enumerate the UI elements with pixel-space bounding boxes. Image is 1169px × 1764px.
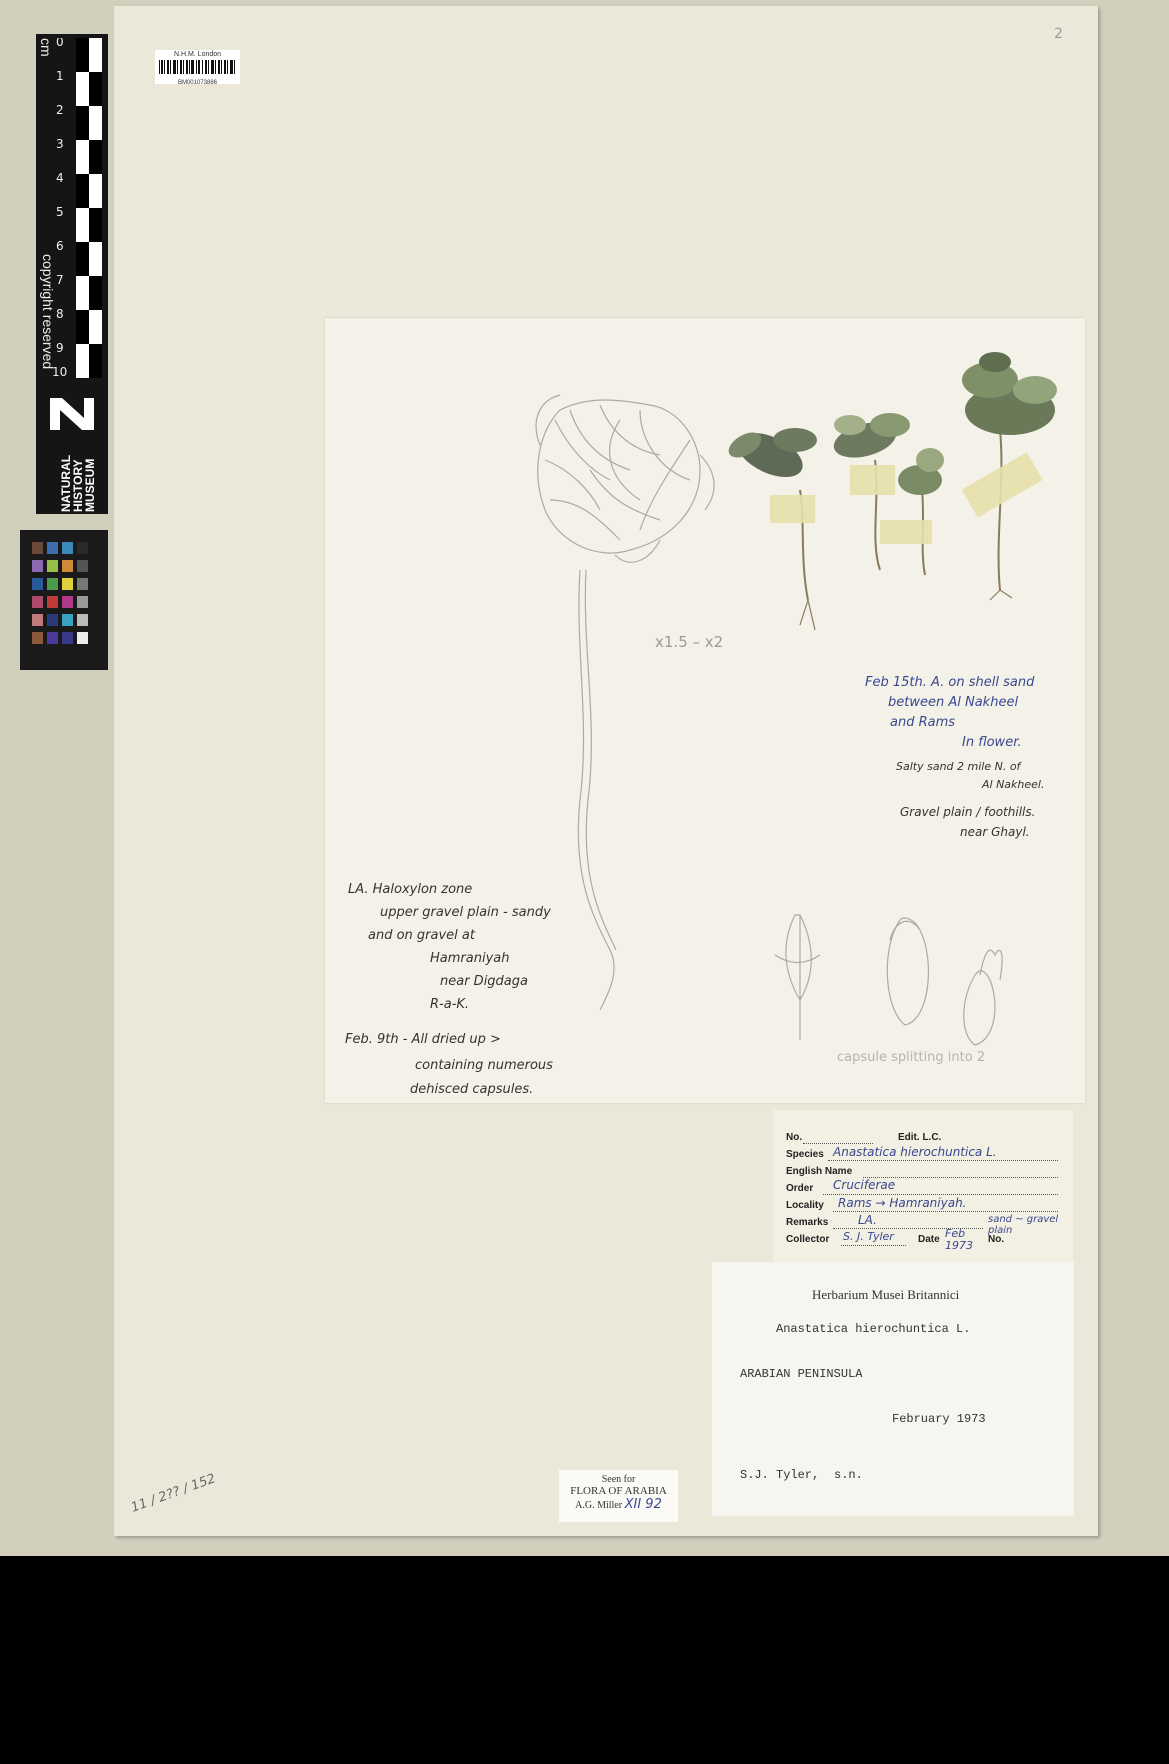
herbarium-date: February 1973: [892, 1412, 986, 1426]
field-note-right-8: near Ghayl.: [960, 825, 1030, 839]
collector-value: S. J. Tyler: [843, 1230, 894, 1243]
seen-line-3: A.G. Miller: [575, 1500, 623, 1511]
ruler-number: 3: [56, 137, 64, 151]
specimen-plant: [724, 424, 817, 630]
seen-line-2: FLORA OF ARABIA: [570, 1485, 667, 1497]
herbarium-collector: S.J. Tyler,: [740, 1468, 820, 1482]
field-note-right-2: between Al Nakheel: [888, 695, 1019, 710]
ruler-number: 2: [56, 103, 64, 117]
field-note-right-7: Gravel plain / foothills.: [900, 805, 1036, 819]
ruler-number: 5: [56, 205, 64, 219]
field-note-right-3: and Rams: [890, 715, 956, 730]
field-note-left-7: Feb. 9th - All dried up >: [345, 1032, 501, 1047]
order-label: Order: [786, 1183, 814, 1194]
ruler-number: 0: [56, 38, 64, 49]
remarks-value: LA.: [858, 1213, 877, 1227]
field-note-left-3: and on gravel at: [368, 928, 475, 943]
field-note-left-1: LA. Haloxylon zone: [348, 882, 473, 897]
no-label: No.: [786, 1132, 803, 1143]
field-note-left-6: R-a-K.: [430, 997, 470, 1012]
ruler-number: 1: [56, 69, 64, 83]
corner-note: 11 / 2?? / 152: [129, 1471, 218, 1516]
order-value: Cruciferae: [833, 1178, 896, 1192]
specimen-plant: [830, 413, 910, 570]
remarks-label: Remarks: [786, 1217, 829, 1228]
field-note-left-9: dehisced capsules.: [410, 1082, 534, 1097]
edit-label: Edit. L.C.: [898, 1132, 942, 1143]
field-note-left-4: Hamraniyah: [430, 951, 510, 966]
herbarium-species: Anastatica hierochuntica L.: [776, 1322, 971, 1336]
species-value: Anastatica hierochuntica L.: [833, 1145, 997, 1159]
specimen-plant: [962, 352, 1057, 600]
determination-slip: [559, 1470, 678, 1522]
seen-date: XII 92: [624, 1497, 662, 1512]
herbarium-label: [712, 1262, 1074, 1516]
field-note-right-6: Al Nakheel.: [982, 778, 1045, 791]
herbarium-institution: Herbarium Musei Britannici: [812, 1287, 960, 1302]
no2-label: No.: [988, 1234, 1005, 1245]
collector-field-label: Collector: [786, 1234, 830, 1245]
ruler-number: 4: [56, 171, 64, 185]
ruler-number: 9: [56, 341, 64, 355]
field-note-right-1: Feb 15th. A. on shell sand: [865, 675, 1035, 690]
herbarium-number: s.n.: [834, 1468, 863, 1482]
collector-label: [773, 1110, 1073, 1262]
barcode-header: N.H.M. London: [173, 51, 222, 58]
sheet-number: 2: [1054, 26, 1063, 42]
field-note-right-5: Salty sand 2 mile N. of: [896, 760, 1021, 773]
field-note-left-2: upper gravel plain - sandy: [380, 905, 551, 920]
date-value: Feb 1973: [945, 1227, 973, 1252]
seen-line-1: Seen for: [601, 1474, 636, 1485]
capsule-note: capsule splitting into 2: [837, 1050, 986, 1065]
field-note-left-5: near Digdaga: [440, 974, 528, 989]
ruler-number: 6: [56, 239, 64, 253]
ruler-unit: cm: [38, 38, 54, 57]
english-name-label: English Name: [786, 1166, 853, 1177]
magnification-note: x1.5 – x2: [655, 633, 724, 651]
ruler-number: 10: [52, 365, 68, 378]
ruler-number: 7: [56, 273, 64, 287]
field-note-right-4: In flower.: [962, 735, 1022, 750]
locality-label: Locality: [786, 1200, 824, 1211]
locality-extra: sand ~ gravel plain: [988, 1214, 1059, 1236]
date-label: Date: [918, 1234, 940, 1245]
herbarium-region: ARABIAN PENINSULA: [740, 1367, 863, 1381]
species-label: Species: [786, 1149, 824, 1160]
museum-name: NATURAL HISTORY MUSEUM: [59, 455, 97, 512]
barcode-number: BM001073886: [177, 80, 218, 86]
copyright-text: copyright reserved: [40, 254, 56, 370]
field-note-left-8: containing numerous: [415, 1058, 553, 1073]
ruler-number: 8: [56, 307, 64, 321]
locality-value: Rams → Hamraniyah.: [838, 1196, 967, 1210]
